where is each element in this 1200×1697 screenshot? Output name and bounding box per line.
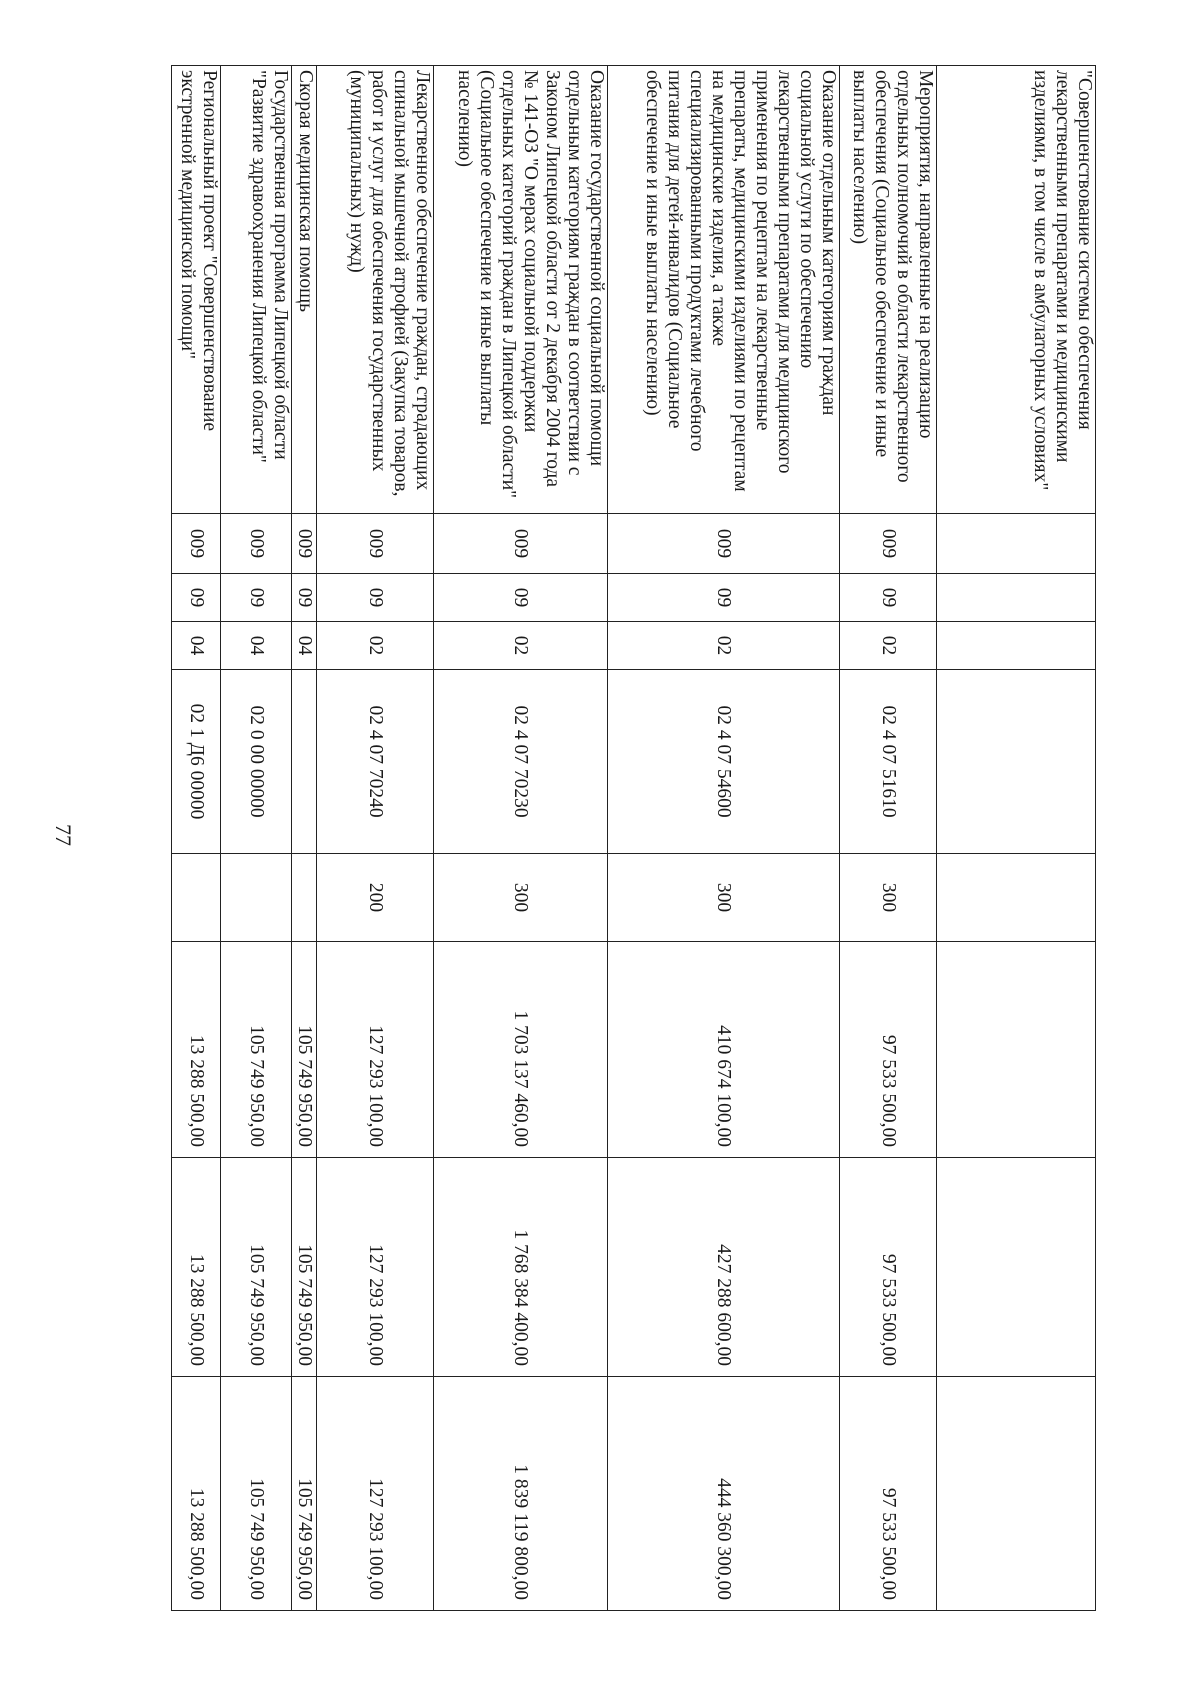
budget-table bbox=[171, 65, 1096, 1611]
page-number: 77 bbox=[51, 824, 76, 846]
ministry-code: 009 bbox=[434, 514, 608, 574]
section-code bbox=[937, 574, 1096, 622]
amount-year-3: 1 839 119 800,00 bbox=[434, 1377, 608, 1611]
subsection-code: 02 bbox=[434, 622, 608, 670]
expense-type-code: 200 bbox=[317, 854, 434, 942]
ministry-code: 009 bbox=[221, 514, 292, 574]
amount-year-2 bbox=[937, 1158, 1096, 1377]
ministry-code: 009 bbox=[840, 514, 937, 574]
expense-type-code bbox=[172, 854, 221, 942]
ministry-code: 009 bbox=[292, 514, 317, 574]
ministry-code: 009 bbox=[608, 514, 840, 574]
section-code: 09 bbox=[221, 574, 292, 622]
amount-year-1: 105 749 950,00 bbox=[221, 942, 292, 1158]
amount-year-1: 105 749 950,00 bbox=[292, 942, 317, 1158]
expense-type-code bbox=[292, 854, 317, 942]
table-row bbox=[317, 66, 434, 1611]
amount-year-3 bbox=[937, 1377, 1096, 1611]
section-code: 09 bbox=[317, 574, 434, 622]
rotated-table-container bbox=[0, 65, 1096, 1610]
subsection-code: 04 bbox=[172, 622, 221, 670]
amount-year-3: 105 749 950,00 bbox=[221, 1377, 292, 1611]
target-article-code: 02 0 00 00000 bbox=[221, 670, 292, 854]
expense-type-code bbox=[937, 854, 1096, 942]
target-article-code bbox=[937, 670, 1096, 854]
subsection-code: 02 bbox=[317, 622, 434, 670]
target-article-code: 02 4 07 70230 bbox=[434, 670, 608, 854]
amount-year-2: 1 768 384 400,00 bbox=[434, 1158, 608, 1377]
subsection-code: 04 bbox=[221, 622, 292, 670]
row-name: Лекарственное обеспечение граждан, страдающих спинальной мышечной атрофией (Закупка товаров, работ и услуг для обеспечения государственных (муниципальных) нужд) bbox=[317, 66, 434, 514]
amount-year-3: 127 293 100,00 bbox=[317, 1377, 434, 1611]
amount-year-3: 13 288 500,00 bbox=[172, 1377, 221, 1611]
row-name: Региональный проект "Совершенствование экстренной медицинской помощи" bbox=[172, 66, 221, 514]
amount-year-1: 97 533 500,00 bbox=[840, 942, 937, 1158]
table-row bbox=[292, 66, 317, 1611]
row-name: Оказание отдельным категориям граждан социальной услуги по обеспечению лекарственными препаратами для медицинского применения по рецептам на лекарственные препараты, медицинскими изделиями по рецептам на медицинские изделия, а также специализированными продуктами лечебного питания для детей-инвалидов (Социальное обеспечение и иные выплаты населению) bbox=[608, 66, 840, 514]
row-name: "Совершенствование системы обеспечения лекарственными препаратами и медицинскими изделиями, в том числе в амбулаторных условиях" bbox=[937, 66, 1096, 514]
expense-type-code: 300 bbox=[434, 854, 608, 942]
section-code: 09 bbox=[292, 574, 317, 622]
amount-year-2: 105 749 950,00 bbox=[221, 1158, 292, 1377]
amount-year-1: 127 293 100,00 bbox=[317, 942, 434, 1158]
table-row bbox=[434, 66, 608, 1611]
target-article-code bbox=[292, 670, 317, 854]
amount-year-1 bbox=[937, 942, 1096, 1158]
section-code: 09 bbox=[608, 574, 840, 622]
section-code: 09 bbox=[434, 574, 608, 622]
ministry-code: 009 bbox=[172, 514, 221, 574]
expense-type-code: 300 bbox=[608, 854, 840, 942]
subsection-code: 02 bbox=[840, 622, 937, 670]
amount-year-2: 13 288 500,00 bbox=[172, 1158, 221, 1377]
target-article-code: 02 4 07 54600 bbox=[608, 670, 840, 854]
row-name: Оказание государственной социальной помощи отдельным категориям граждан в соответствии с Законом Липецкой области от 2 декабря 2004 года № 141-ОЗ "О мерах социальной поддержки отдельных категорий граждан в Липецкой области" (Социальное обеспечение и иные выплаты населению) bbox=[434, 66, 608, 514]
subsection-code: 02 bbox=[608, 622, 840, 670]
subsection-code: 04 bbox=[292, 622, 317, 670]
table-row bbox=[221, 66, 292, 1611]
amount-year-3: 97 533 500,00 bbox=[840, 1377, 937, 1611]
subsection-code bbox=[937, 622, 1096, 670]
amount-year-3: 444 360 300,00 bbox=[608, 1377, 840, 1611]
amount-year-3: 105 749 950,00 bbox=[292, 1377, 317, 1611]
table-row bbox=[937, 66, 1096, 1611]
target-article-code: 02 4 07 51610 bbox=[840, 670, 937, 854]
row-name: Мероприятия, направленные на реализацию отдельных полномочий в области лекарственного обеспечения (Социальное обеспечение и иные выплаты населению) bbox=[840, 66, 937, 514]
amount-year-1: 1 703 137 460,00 bbox=[434, 942, 608, 1158]
row-name: Государственная программа Липецкой области "Развитие здравоохранения Липецкой области" bbox=[221, 66, 292, 514]
amount-year-2: 427 288 600,00 bbox=[608, 1158, 840, 1377]
amount-year-2: 105 749 950,00 bbox=[292, 1158, 317, 1377]
target-article-code: 02 4 07 70240 bbox=[317, 670, 434, 854]
expense-type-code: 300 bbox=[840, 854, 937, 942]
table-row bbox=[172, 66, 221, 1611]
table-row bbox=[840, 66, 937, 1611]
row-name: Скорая медицинская помощь bbox=[292, 66, 317, 514]
target-article-code: 02 1 Д6 00000 bbox=[172, 670, 221, 854]
section-code: 09 bbox=[840, 574, 937, 622]
amount-year-1: 13 288 500,00 bbox=[172, 942, 221, 1158]
section-code: 09 bbox=[172, 574, 221, 622]
table-row bbox=[608, 66, 840, 1611]
amount-year-2: 127 293 100,00 bbox=[317, 1158, 434, 1377]
ministry-code: 009 bbox=[317, 514, 434, 574]
amount-year-1: 410 674 100,00 bbox=[608, 942, 840, 1158]
expense-type-code bbox=[221, 854, 292, 942]
amount-year-2: 97 533 500,00 bbox=[840, 1158, 937, 1377]
ministry-code bbox=[937, 514, 1096, 574]
